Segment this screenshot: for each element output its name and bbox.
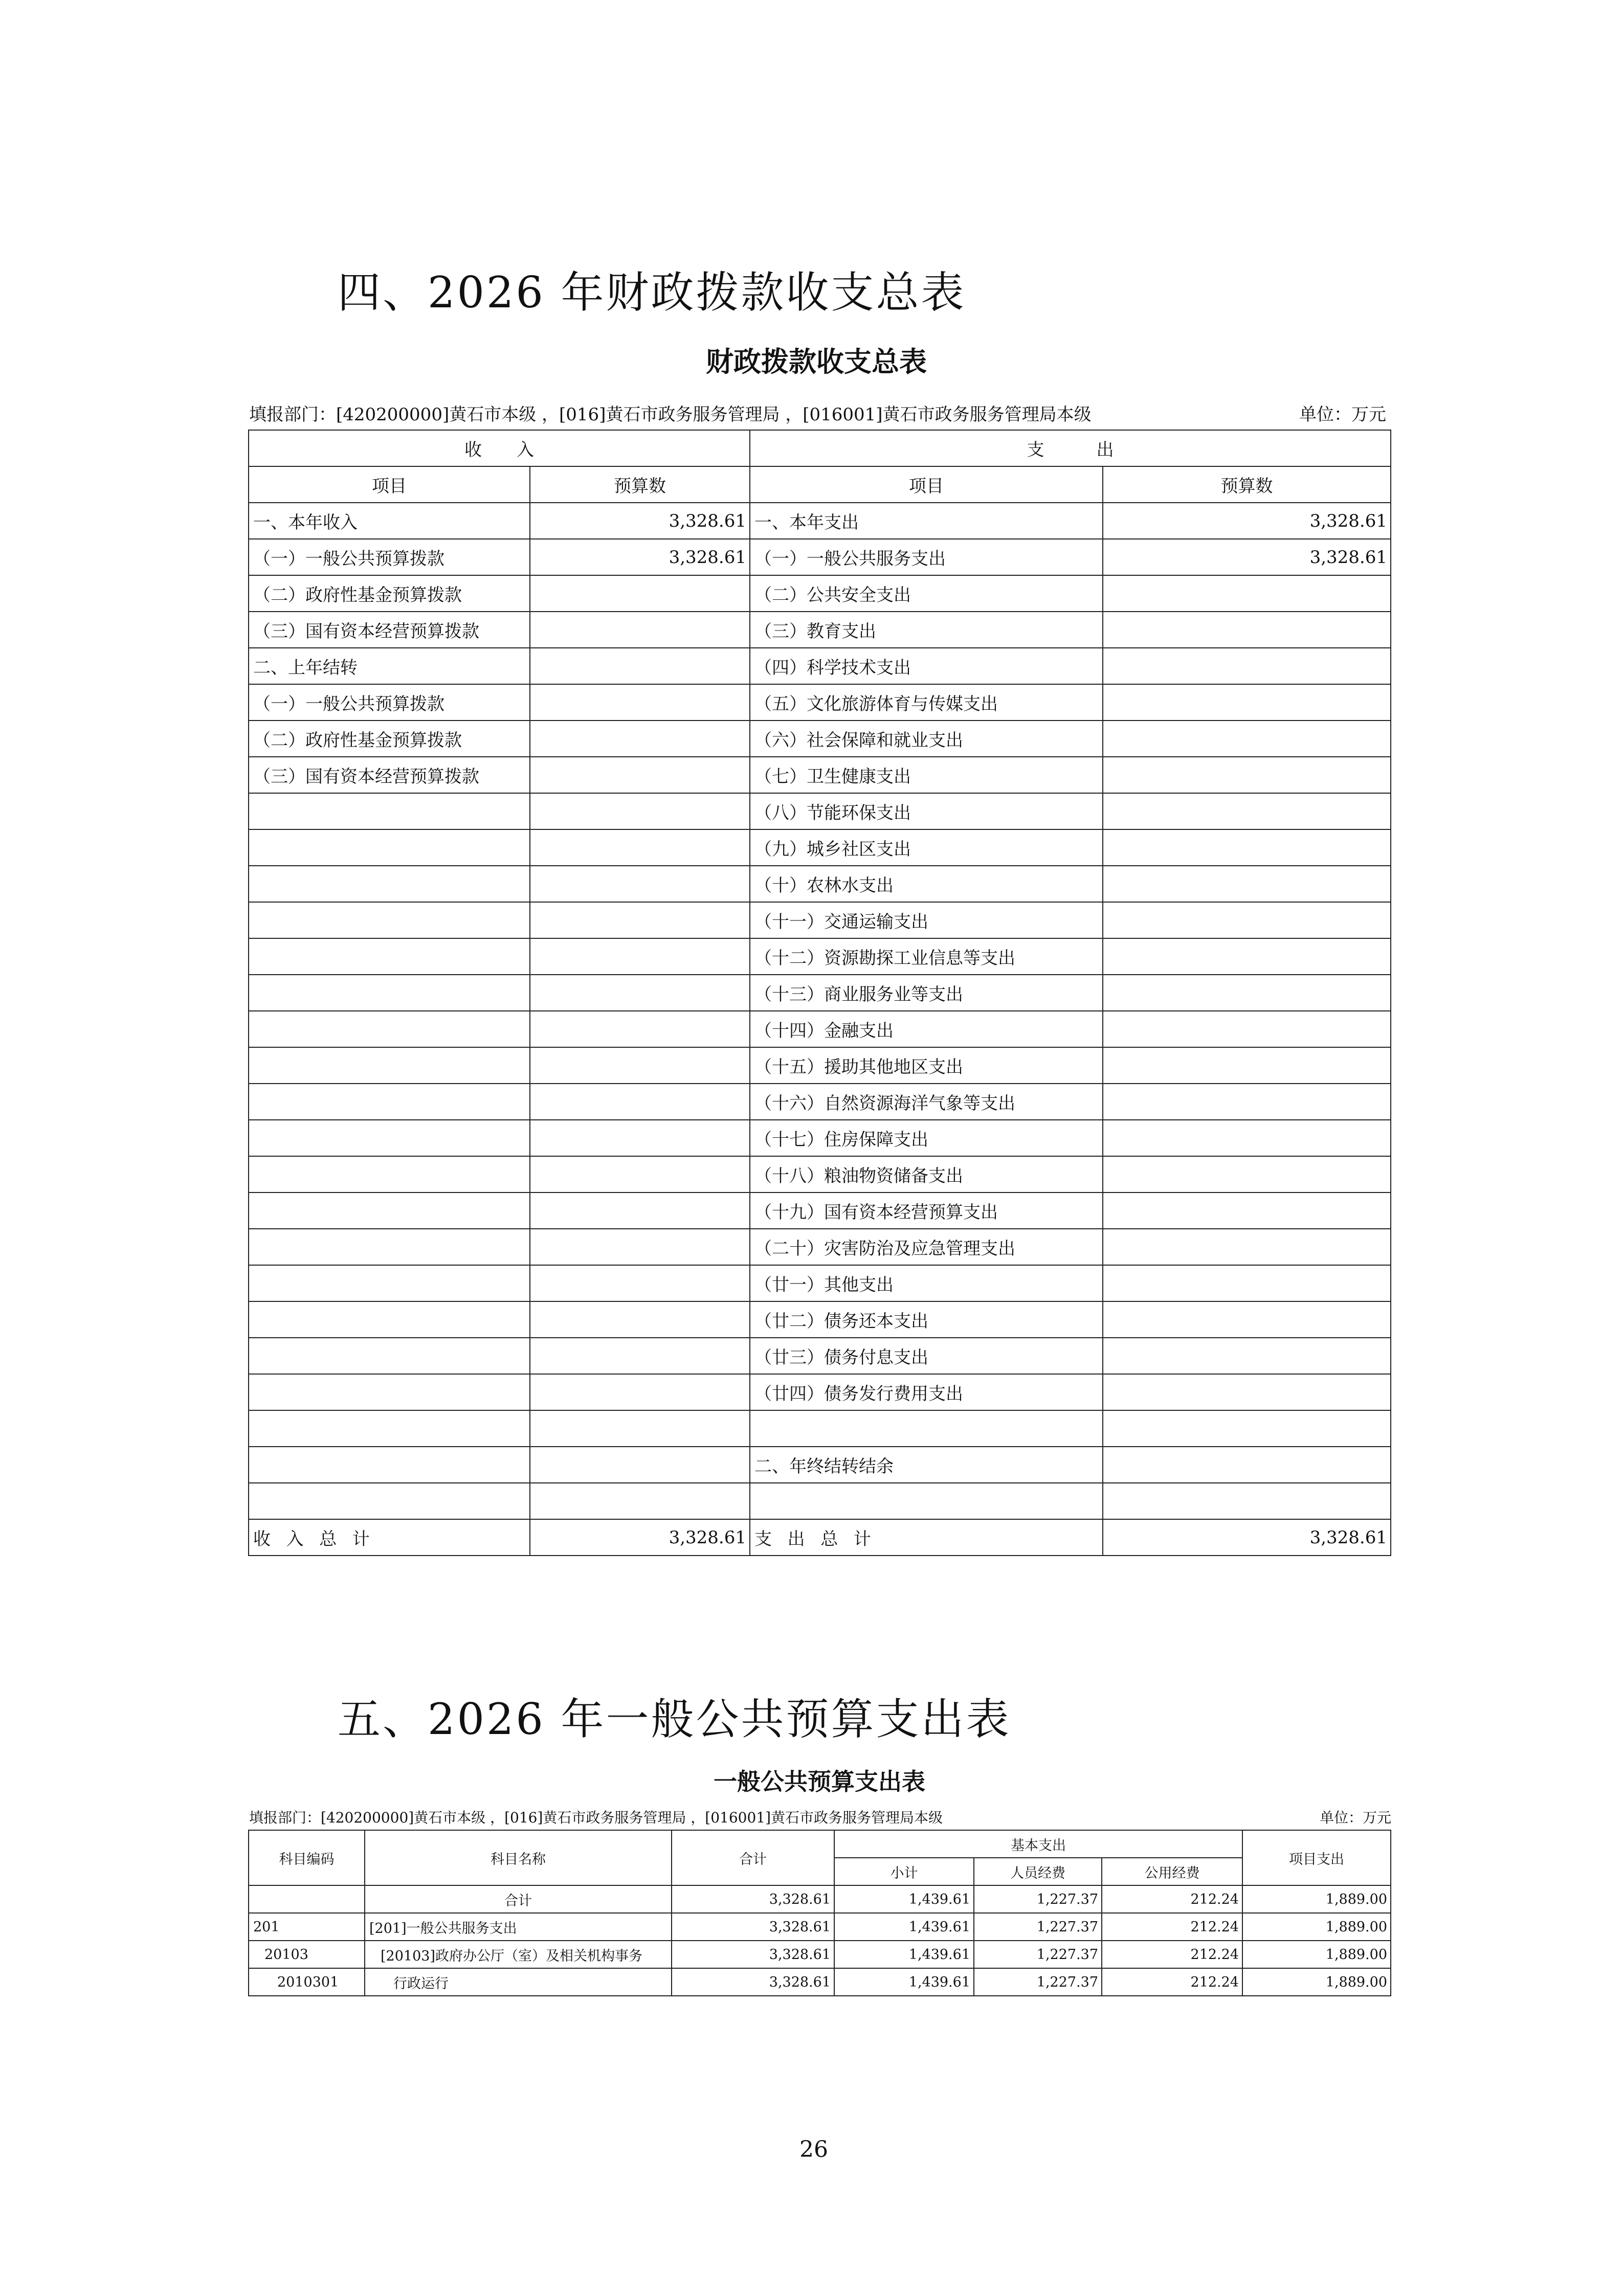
expense-item-cell: （五）文化旅游体育与传媒支出 (750, 684, 1103, 721)
expense-value-cell (1103, 1011, 1391, 1047)
table-row (249, 648, 1391, 684)
expense-item-cell: （十九）国有资本经营预算支出 (750, 1192, 1103, 1229)
income-item-cell (249, 1192, 530, 1229)
section5-unit: 单位：万元 (1320, 1809, 1392, 1826)
expense-item-cell: （三）教育支出 (750, 612, 1103, 648)
table-row (249, 1192, 1391, 1229)
income-item-cell (249, 1265, 530, 1301)
expense-item-cell: （一）一般公共服务支出 (750, 539, 1103, 575)
expense-value-cell (1103, 1265, 1391, 1301)
income-item-cell: （三）国有资本经营预算拨款 (249, 612, 530, 648)
personnel-cell: 1,227.37 (974, 1941, 1102, 1968)
project-cell: 1,889.00 (1242, 1968, 1391, 1996)
income-value-cell (530, 1265, 750, 1301)
subtotal-cell: 1,439.61 (834, 1941, 974, 1968)
subtotal-header: 小计 (834, 1858, 974, 1885)
personnel-cell: 1,227.37 (974, 1968, 1102, 1996)
income-item-cell (249, 829, 530, 866)
expense-total-value: 3,328.61 (1103, 1519, 1391, 1556)
table-row (249, 575, 1391, 612)
table-row (249, 975, 1391, 1011)
public-cell: 212.24 (1102, 1968, 1242, 1996)
income-item-cell (249, 1156, 530, 1192)
income-value-cell (530, 1410, 750, 1447)
expense-item-cell: （九）城乡社区支出 (750, 829, 1103, 866)
subtotal-cell: 1,439.61 (834, 1968, 974, 1996)
section5-fill-unit: 填报部门：[420200000]黄石市本级 ，[016]黄石市政务服务管理局 ，[016001]黄石市政务服务管理局本级 (249, 1809, 943, 1826)
income-value-cell (530, 1011, 750, 1047)
income-value-cell (530, 1120, 750, 1156)
income-value-cell (530, 648, 750, 684)
income-item-cell (249, 1120, 530, 1156)
personnel-cell: 1,227.37 (974, 1913, 1102, 1941)
code-header: 科目编码 (249, 1830, 365, 1885)
expense-value-cell (1103, 1120, 1391, 1156)
table-row (249, 1120, 1391, 1156)
project-expense-header: 项目支出 (1242, 1830, 1391, 1885)
table-row (249, 1913, 1391, 1941)
expense-item-cell: （十七）住房保障支出 (750, 1120, 1103, 1156)
table-row (249, 1338, 1391, 1374)
subtotal-cell: 1,439.61 (834, 1913, 974, 1941)
expense-total-label: 支出总计 (750, 1519, 1103, 1556)
expense-value-cell (1103, 975, 1391, 1011)
expense-value-cell (1103, 1374, 1391, 1410)
expense-item-cell: （六）社会保障和就业支出 (750, 721, 1103, 757)
code-cell: 20103 (249, 1941, 365, 1968)
table-row (249, 684, 1391, 721)
table-row (249, 612, 1391, 648)
total-cell: 3,328.61 (672, 1941, 834, 1968)
code-cell (249, 1885, 365, 1913)
project-cell: 1,889.00 (1242, 1941, 1391, 1968)
table-row (249, 1447, 1391, 1483)
expense-value-cell (1103, 648, 1391, 684)
total-cell: 3,328.61 (672, 1968, 834, 1996)
expense-item-cell: （廿一）其他支出 (750, 1265, 1103, 1301)
income-value-cell (530, 1192, 750, 1229)
expense-header: 支 出 (750, 430, 1391, 466)
income-item-cell (249, 938, 530, 975)
income-value-cell (530, 1084, 750, 1120)
income-value-cell (530, 1156, 750, 1192)
table-row (249, 1410, 1391, 1447)
total-header: 合计 (672, 1830, 834, 1885)
expense-item-cell: （廿四）债务发行费用支出 (750, 1374, 1103, 1410)
public-cell: 212.24 (1102, 1913, 1242, 1941)
expense-item-cell: （四）科学技术支出 (750, 648, 1103, 684)
income-item-cell: （一）一般公共预算拨款 (249, 684, 530, 721)
income-item-cell (249, 793, 530, 829)
income-item-cell (249, 1483, 530, 1519)
income-value-cell (530, 793, 750, 829)
personnel-cell: 1,227.37 (974, 1885, 1102, 1913)
expense-item-cell: （十八）粮油物资储备支出 (750, 1156, 1103, 1192)
table-row (249, 1968, 1391, 1996)
expense-value-cell (1103, 1084, 1391, 1120)
expense-item-cell: （二）公共安全支出 (750, 575, 1103, 612)
income-item-cell: （一）一般公共预算拨款 (249, 539, 530, 575)
table-row (249, 1885, 1391, 1913)
general-budget-expense-table (248, 1830, 1391, 1996)
income-value-cell: 3,328.61 (530, 539, 750, 575)
income-value-cell: 3,328.61 (530, 503, 750, 539)
expense-value-cell (1103, 757, 1391, 793)
income-item-header: 项目 (249, 466, 530, 503)
expense-value-cell: 3,328.61 (1103, 503, 1391, 539)
project-cell: 1,889.00 (1242, 1885, 1391, 1913)
income-value-cell (530, 1374, 750, 1410)
income-value-cell (530, 902, 750, 938)
table-row (249, 866, 1391, 902)
income-value-cell (530, 1338, 750, 1374)
name-cell: 合计 (365, 1885, 672, 1913)
income-value-cell (530, 1229, 750, 1265)
code-cell: 2010301 (249, 1968, 365, 1996)
table-row (249, 938, 1391, 975)
expense-item-cell: （十三）商业服务业等支出 (750, 975, 1103, 1011)
income-item-cell (249, 866, 530, 902)
income-item-cell (249, 1447, 530, 1483)
section4-unit: 单位：万元 (1299, 404, 1386, 425)
name-cell: [201]一般公共服务支出 (365, 1913, 672, 1941)
expense-item-cell: （十）农林水支出 (750, 866, 1103, 902)
expense-value-cell (1103, 902, 1391, 938)
expense-value-cell (1103, 1338, 1391, 1374)
income-total-label: 收入总计 (249, 1519, 530, 1556)
expense-value-cell (1103, 1483, 1391, 1519)
fiscal-appropriation-table (248, 430, 1391, 1556)
table-row (249, 829, 1391, 866)
expense-value-cell (1103, 793, 1391, 829)
expense-value-cell (1103, 1410, 1391, 1447)
income-header: 收 入 (249, 430, 750, 466)
income-value-cell (530, 829, 750, 866)
income-item-cell (249, 1410, 530, 1447)
expense-item-cell: （廿二）债务还本支出 (750, 1301, 1103, 1338)
table-row (249, 1483, 1391, 1519)
expense-item-cell: （十一）交通运输支出 (750, 902, 1103, 938)
table-row (249, 1265, 1391, 1301)
table-row (249, 1941, 1391, 1968)
table-row (249, 757, 1391, 793)
section4-heading: 四、2026 年财政拨款收支总表 (338, 267, 966, 318)
income-value-cell (530, 757, 750, 793)
expense-item-cell: 二、年终结转结余 (750, 1447, 1103, 1483)
expense-value-cell: 3,328.61 (1103, 539, 1391, 575)
expense-item-cell: （八）节能环保支出 (750, 793, 1103, 829)
expense-value-cell (1103, 1301, 1391, 1338)
table-row (249, 1156, 1391, 1192)
income-value-cell (530, 975, 750, 1011)
expense-value-cell (1103, 1192, 1391, 1229)
income-item-cell (249, 1338, 530, 1374)
public-cell: 212.24 (1102, 1941, 1242, 1968)
expense-item-cell: 一、本年支出 (750, 503, 1103, 539)
table-row (249, 539, 1391, 575)
total-cell: 3,328.61 (672, 1913, 834, 1941)
income-value-cell (530, 938, 750, 975)
income-value-cell (530, 721, 750, 757)
expense-value-cell (1103, 1229, 1391, 1265)
subtotal-cell: 1,439.61 (834, 1885, 974, 1913)
expense-value-cell (1103, 1156, 1391, 1192)
expense-item-cell: （十五）援助其他地区支出 (750, 1047, 1103, 1084)
table-row (249, 1374, 1391, 1410)
expense-value-cell (1103, 721, 1391, 757)
income-value-cell (530, 1483, 750, 1519)
expense-item-cell (750, 1483, 1103, 1519)
expense-value-cell (1103, 684, 1391, 721)
total-cell: 3,328.61 (672, 1885, 834, 1913)
income-item-cell (249, 1084, 530, 1120)
expense-item-cell: （七）卫生健康支出 (750, 757, 1103, 793)
income-item-cell (249, 1011, 530, 1047)
income-item-cell (249, 975, 530, 1011)
income-budget-header: 预算数 (530, 466, 750, 503)
expense-value-cell (1103, 866, 1391, 902)
income-value-cell (530, 1301, 750, 1338)
page-number: 26 (799, 2136, 828, 2163)
expense-item-cell: （十二）资源勘探工业信息等支出 (750, 938, 1103, 975)
table-row (249, 1047, 1391, 1084)
income-item-cell (249, 902, 530, 938)
table-row (249, 721, 1391, 757)
table-row (249, 1011, 1391, 1047)
expense-item-cell: （十六）自然资源海洋气象等支出 (750, 1084, 1103, 1120)
table-row (249, 793, 1391, 829)
expense-value-cell (1103, 1047, 1391, 1084)
personnel-header: 人员经费 (974, 1858, 1102, 1885)
expense-item-cell: （十四）金融支出 (750, 1011, 1103, 1047)
expense-budget-header: 预算数 (1103, 466, 1391, 503)
name-cell: 行政运行 (365, 1968, 672, 1996)
expense-item-cell (750, 1410, 1103, 1447)
table-row (249, 1084, 1391, 1120)
income-value-cell (530, 1447, 750, 1483)
income-item-cell: 二、上年结转 (249, 648, 530, 684)
code-cell: 201 (249, 1913, 365, 1941)
income-value-cell (530, 575, 750, 612)
table-row (249, 503, 1391, 539)
expense-value-cell (1103, 829, 1391, 866)
income-item-cell (249, 1047, 530, 1084)
income-item-cell: 一、本年收入 (249, 503, 530, 539)
name-cell: [20103]政府办公厅（室）及相关机构事务 (365, 1941, 672, 1968)
name-header: 科目名称 (365, 1830, 672, 1885)
expense-value-cell (1103, 575, 1391, 612)
basic-expense-header: 基本支出 (834, 1830, 1242, 1858)
public-cell: 212.24 (1102, 1885, 1242, 1913)
table-row (249, 1301, 1391, 1338)
expense-item-cell: （二十）灾害防治及应急管理支出 (750, 1229, 1103, 1265)
income-item-cell: （二）政府性基金预算拨款 (249, 575, 530, 612)
section4-fill-unit: 填报部门：[420200000]黄石市本级 ，[016]黄石市政务服务管理局 ，[016001]黄石市政务服务管理局本级 (249, 404, 1092, 425)
income-item-cell: （三）国有资本经营预算拨款 (249, 757, 530, 793)
income-value-cell (530, 1047, 750, 1084)
income-item-cell (249, 1229, 530, 1265)
income-total-value: 3,328.61 (530, 1519, 750, 1556)
table-row (249, 902, 1391, 938)
expense-item-header: 项目 (750, 466, 1103, 503)
expense-item-cell: （廿三）债务付息支出 (750, 1338, 1103, 1374)
total-row (249, 1519, 1391, 1556)
expense-value-cell (1103, 938, 1391, 975)
income-item-cell (249, 1301, 530, 1338)
income-item-cell: （二）政府性基金预算拨款 (249, 721, 530, 757)
expense-value-cell (1103, 1447, 1391, 1483)
section4-table-title: 财政拨款收支总表 (706, 345, 927, 378)
section5-heading: 五、2026 年一般公共预算支出表 (338, 1694, 1011, 1744)
income-item-cell (249, 1374, 530, 1410)
income-value-cell (530, 866, 750, 902)
project-cell: 1,889.00 (1242, 1913, 1391, 1941)
income-value-cell (530, 684, 750, 721)
table-row (249, 1229, 1391, 1265)
public-header: 公用经费 (1102, 1858, 1242, 1885)
income-value-cell (530, 612, 750, 648)
section5-table-title: 一般公共预算支出表 (714, 1768, 925, 1795)
expense-value-cell (1103, 612, 1391, 648)
